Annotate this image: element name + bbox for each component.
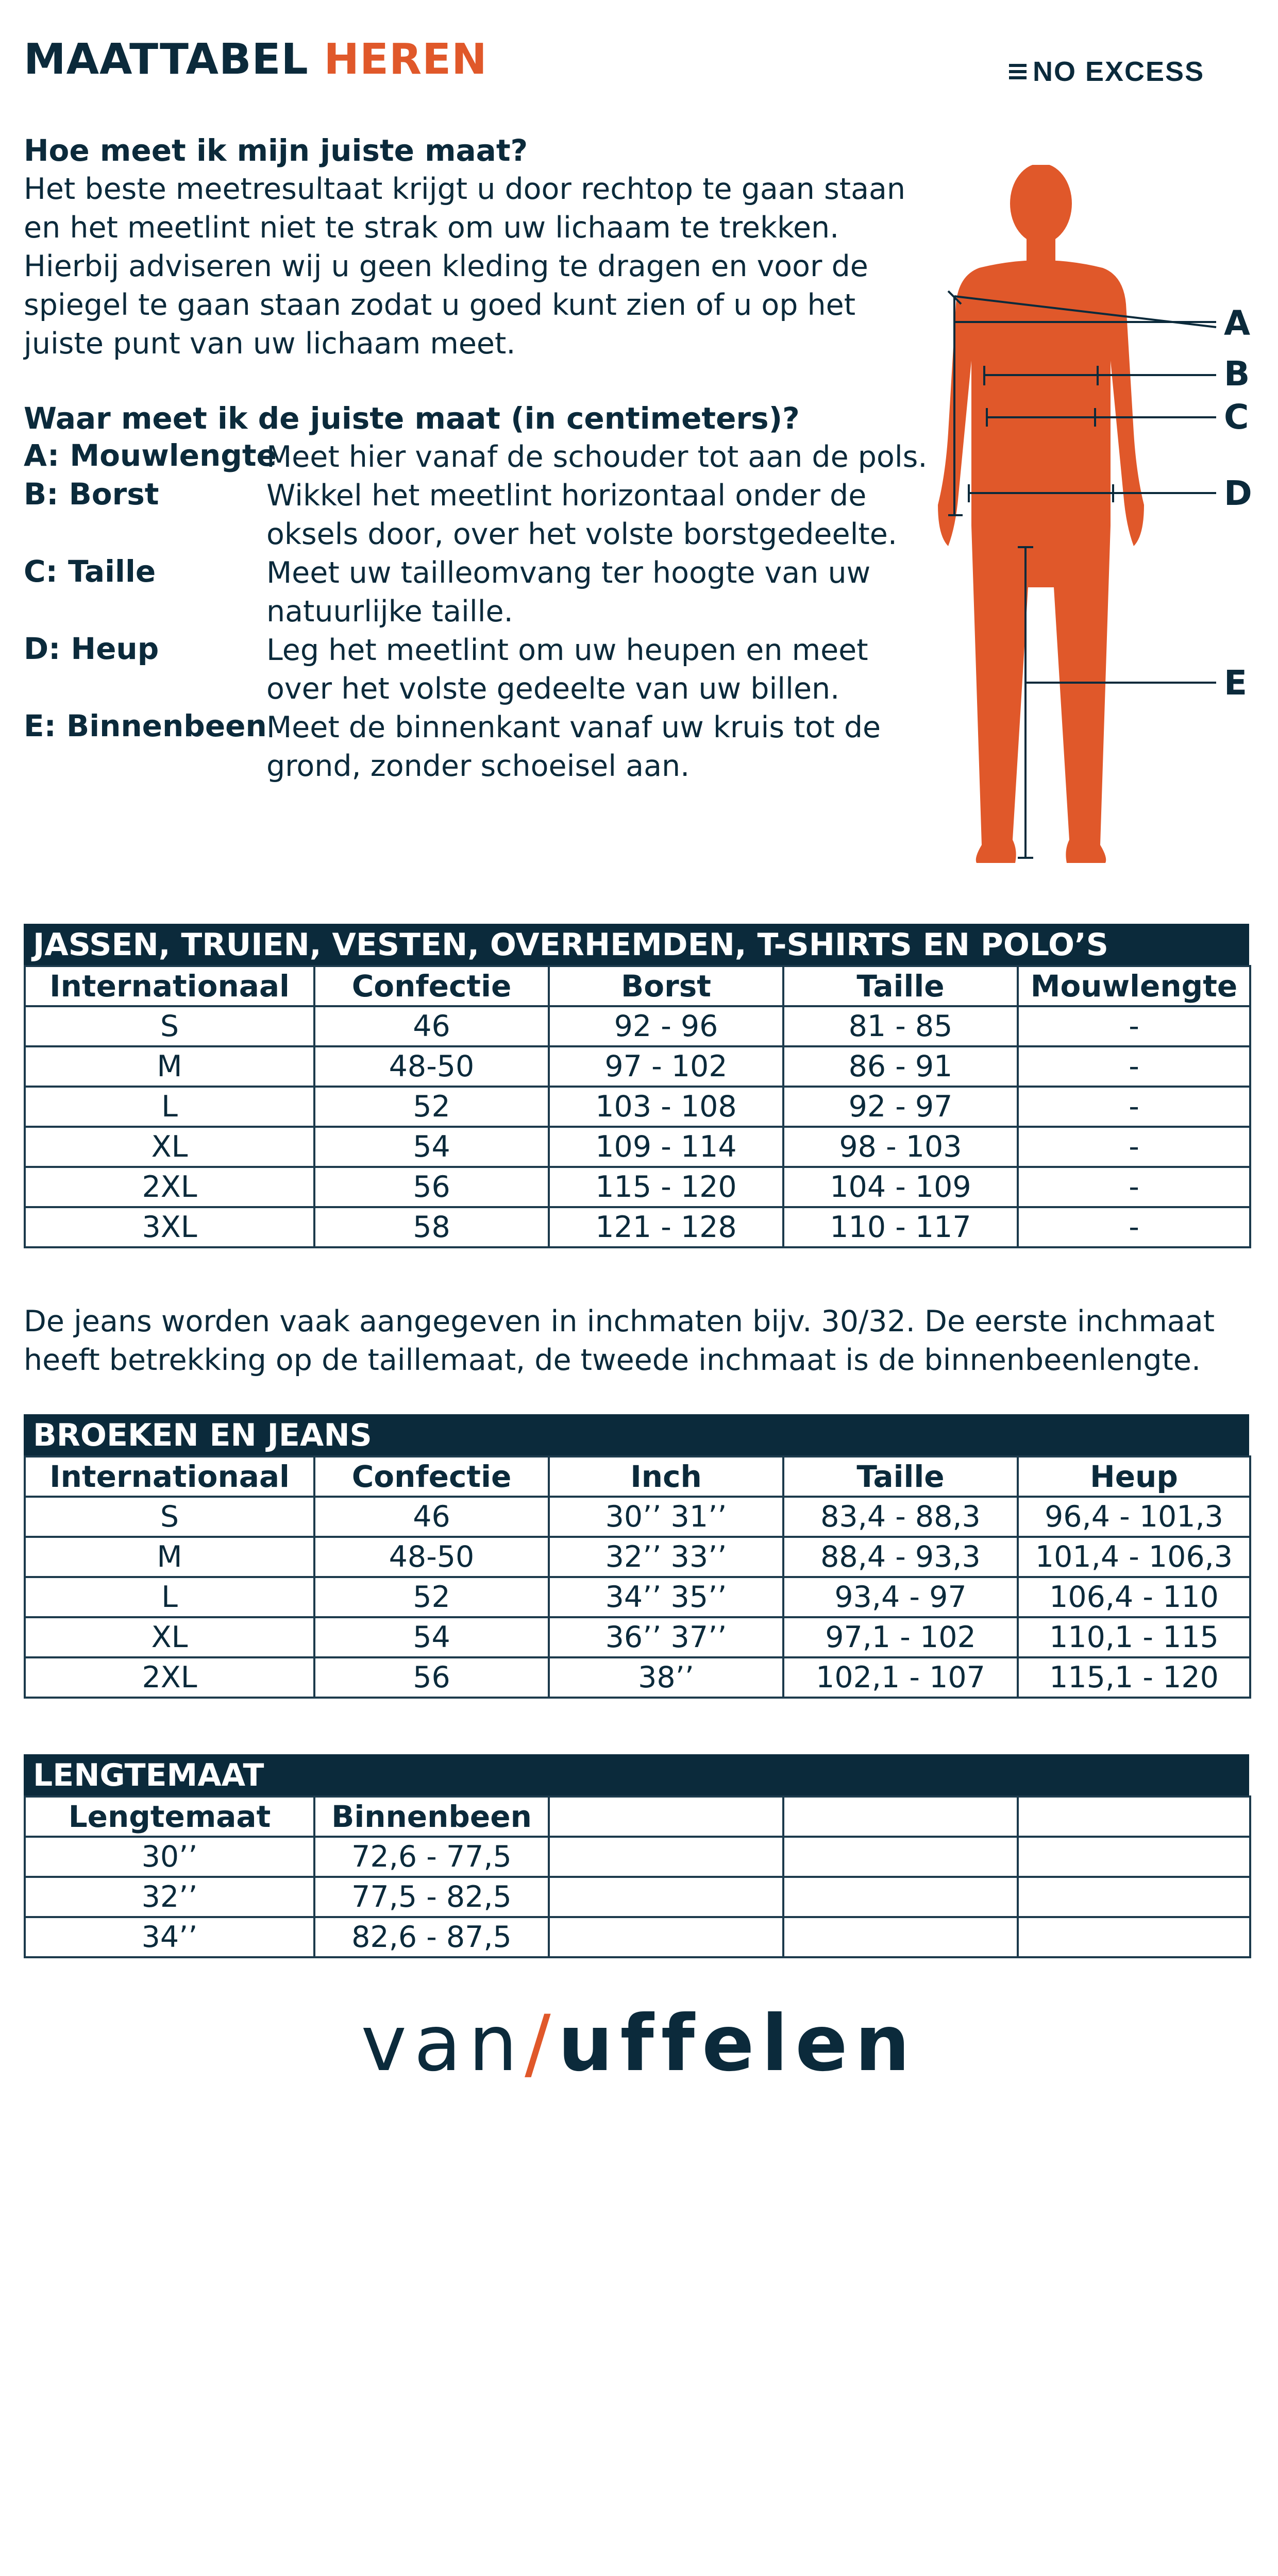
table-cell: 3XL xyxy=(25,1207,314,1247)
table-cell: 92 - 97 xyxy=(783,1087,1018,1127)
table-cell: 92 - 96 xyxy=(549,1006,783,1046)
table-cell: - xyxy=(1018,1127,1250,1167)
table-length-title: LENGTEMAAT xyxy=(24,1754,1249,1795)
table-row xyxy=(25,1917,1250,1957)
table-cell: 88,4 - 93,3 xyxy=(783,1537,1018,1577)
table-cell: 96,4 - 101,3 xyxy=(1018,1497,1250,1537)
van-uffelen-logo xyxy=(0,1999,1278,2089)
figure-label-e: E xyxy=(1224,663,1248,703)
table-tops-title: JASSEN, TRUIEN, VESTEN, OVERHEMDEN, T-SHIRTS EN POLO’S xyxy=(24,924,1249,965)
definition-text-a: Meet hier vanaf de schouder tot aan de pols. xyxy=(266,440,928,474)
table-cell: 46 xyxy=(314,1497,549,1537)
table-cell: S xyxy=(25,1006,314,1046)
definition-text-b: Wikkel het meetlint horizontaal onder de oksels door, over het volste borstgedeelte. xyxy=(266,479,897,551)
table-cell: 30’’ xyxy=(25,1837,314,1877)
table-cell: 38’’ xyxy=(549,1657,783,1698)
definition-text-c: Meet uw tailleomvang ter hoogte van uw natuurlijke taille. xyxy=(266,556,871,629)
column-header xyxy=(1018,1797,1250,1837)
table-cell: L xyxy=(25,1087,314,1127)
table-cell: 58 xyxy=(314,1207,549,1247)
definition-key-a: A: Mouwlengte xyxy=(24,438,277,473)
table-cell: 2XL xyxy=(25,1657,314,1698)
table-row xyxy=(25,1537,1250,1577)
brand-name: NO EXCESS xyxy=(1033,56,1205,87)
table-cell: - xyxy=(1018,1006,1250,1046)
table-cell xyxy=(549,1877,783,1917)
column-header xyxy=(549,1797,783,1837)
table-cell: 72,6 - 77,5 xyxy=(314,1837,549,1877)
table-row xyxy=(25,1046,1250,1087)
intro-question-1: Hoe meet ik mijn juiste maat? xyxy=(24,133,528,168)
table-cell: 110,1 - 115 xyxy=(1018,1617,1250,1657)
table-length xyxy=(24,1795,1251,1958)
logo-part-uffelen: uffelen xyxy=(558,1999,917,2089)
body-measurement-figure xyxy=(917,165,1268,871)
table-cell: XL xyxy=(25,1617,314,1657)
table-cell: M xyxy=(25,1046,314,1087)
table-cell: 52 xyxy=(314,1577,549,1617)
table-cell: 109 - 114 xyxy=(549,1127,783,1167)
title-main: MAATTABEL xyxy=(24,35,309,84)
definition-key-d: D: Heup xyxy=(24,631,159,666)
table-cell: S xyxy=(25,1497,314,1537)
table-cell: 97 - 102 xyxy=(549,1046,783,1087)
brand-logo xyxy=(1009,56,1204,88)
table-header-row xyxy=(25,966,1250,1006)
table-row xyxy=(25,1577,1250,1617)
brand-lines-icon xyxy=(1009,64,1027,79)
table-cell xyxy=(783,1837,1018,1877)
table-cell xyxy=(1018,1837,1250,1877)
column-header: Taille xyxy=(783,966,1018,1006)
column-header: Borst xyxy=(549,966,783,1006)
intro-question-2: Waar meet ik de juiste maat (in centimeters)? xyxy=(24,401,800,436)
table-cell xyxy=(1018,1917,1250,1957)
column-header: Mouwlengte xyxy=(1018,966,1250,1006)
table-cell: 121 - 128 xyxy=(549,1207,783,1247)
column-header: Lengtemaat xyxy=(25,1797,314,1837)
table-cell: M xyxy=(25,1537,314,1577)
table-cell: 46 xyxy=(314,1006,549,1046)
table-row xyxy=(25,1497,1250,1537)
table-tops xyxy=(24,965,1251,1248)
intro-paragraph: Het beste meetresultaat krijgt u door rechtop te gaan staan en het meetlint niet te strak om uw lichaam te trekken. Hierbij adviseren wij u geen kleding te dragen en voor de spiegel te gaan staan zodat u goed kunt zien of u op het juiste punt van uw lichaam meet. xyxy=(24,172,906,361)
figure-label-b: B xyxy=(1224,354,1250,394)
column-header: Taille xyxy=(783,1456,1018,1497)
table-row xyxy=(25,1657,1250,1698)
definition-key-b: B: Borst xyxy=(24,477,159,512)
table-cell: 2XL xyxy=(25,1167,314,1207)
table-cell: 34’’ 35’’ xyxy=(549,1577,783,1617)
column-header: Binnenbeen xyxy=(314,1797,549,1837)
table-cell: 56 xyxy=(314,1657,549,1698)
table-cell: 32’’ xyxy=(25,1877,314,1917)
table-cell: 54 xyxy=(314,1617,549,1657)
table-cell: 93,4 - 97 xyxy=(783,1577,1018,1617)
table-cell: 115,1 - 120 xyxy=(1018,1657,1250,1698)
table-cell: 52 xyxy=(314,1087,549,1127)
table-header-row xyxy=(25,1456,1250,1497)
table-cell: 36’’ 37’’ xyxy=(549,1617,783,1657)
title-accent: HEREN xyxy=(324,35,487,84)
definition-text-d: Leg het meetlint om uw heupen en meet over het volste gedeelte van uw billen. xyxy=(266,633,868,706)
table-cell: 77,5 - 82,5 xyxy=(314,1877,549,1917)
column-header: Heup xyxy=(1018,1456,1250,1497)
table-cell xyxy=(1018,1877,1250,1917)
logo-slash: / xyxy=(525,1999,558,2089)
figure-label-a: A xyxy=(1224,303,1251,343)
table-cell: 86 - 91 xyxy=(783,1046,1018,1087)
table-cell: 102,1 - 107 xyxy=(783,1657,1018,1698)
table-row xyxy=(25,1167,1250,1207)
table-row xyxy=(25,1087,1250,1127)
table-cell: 56 xyxy=(314,1167,549,1207)
table-cell: 106,4 - 110 xyxy=(1018,1577,1250,1617)
table-row xyxy=(25,1006,1250,1046)
table-cell: 48-50 xyxy=(314,1537,549,1577)
logo-part-van: van xyxy=(361,1999,525,2089)
jeans-note: De jeans worden vaak aangegeven in inchmaten bijv. 30/32. De eerste inchmaat heeft betrekking op de taillemaat, de tweede inchmaat is de binnenbeenlengte. xyxy=(24,1304,1215,1377)
table-cell: 34’’ xyxy=(25,1917,314,1957)
table-pants-title: BROEKEN EN JEANS xyxy=(24,1414,1249,1455)
table-cell xyxy=(783,1877,1018,1917)
figure-label-d: D xyxy=(1224,473,1252,513)
table-cell xyxy=(549,1837,783,1877)
table-cell xyxy=(783,1917,1018,1957)
column-header: Internationaal xyxy=(25,966,314,1006)
table-row xyxy=(25,1877,1250,1917)
table-cell: 103 - 108 xyxy=(549,1087,783,1127)
human-silhouette-icon xyxy=(938,165,1144,863)
table-cell xyxy=(549,1917,783,1957)
table-cell: 110 - 117 xyxy=(783,1207,1018,1247)
table-cell: 115 - 120 xyxy=(549,1167,783,1207)
table-cell: 97,1 - 102 xyxy=(783,1617,1018,1657)
definition-text-e: Meet de binnenkant vanaf uw kruis tot de grond, zonder schoeisel aan. xyxy=(266,710,881,783)
definition-key-c: C: Taille xyxy=(24,554,156,589)
column-header: Confectie xyxy=(314,1456,549,1497)
column-header: Confectie xyxy=(314,966,549,1006)
table-cell: L xyxy=(25,1577,314,1617)
table-cell: - xyxy=(1018,1207,1250,1247)
table-cell: 32’’ 33’’ xyxy=(549,1537,783,1577)
table-cell: - xyxy=(1018,1046,1250,1087)
table-cell: 54 xyxy=(314,1127,549,1167)
column-header: Inch xyxy=(549,1456,783,1497)
table-cell: 101,4 - 106,3 xyxy=(1018,1537,1250,1577)
table-cell: 82,6 - 87,5 xyxy=(314,1917,549,1957)
table-cell: 104 - 109 xyxy=(783,1167,1018,1207)
table-cell: 48-50 xyxy=(314,1046,549,1087)
table-cell: 83,4 - 88,3 xyxy=(783,1497,1018,1537)
table-cell: XL xyxy=(25,1127,314,1167)
table-cell: 98 - 103 xyxy=(783,1127,1018,1167)
table-row xyxy=(25,1207,1250,1247)
table-cell: - xyxy=(1018,1087,1250,1127)
column-header xyxy=(783,1797,1018,1837)
table-cell: - xyxy=(1018,1167,1250,1207)
table-row xyxy=(25,1127,1250,1167)
page-title xyxy=(24,35,487,84)
column-header: Internationaal xyxy=(25,1456,314,1497)
table-cell: 30’’ 31’’ xyxy=(549,1497,783,1537)
table-cell: 81 - 85 xyxy=(783,1006,1018,1046)
figure-label-c: C xyxy=(1224,397,1249,437)
definition-key-e: E: Binnenbeen xyxy=(24,708,267,743)
table-header-row xyxy=(25,1797,1250,1837)
table-row xyxy=(25,1837,1250,1877)
table-pants xyxy=(24,1455,1251,1699)
table-row xyxy=(25,1617,1250,1657)
